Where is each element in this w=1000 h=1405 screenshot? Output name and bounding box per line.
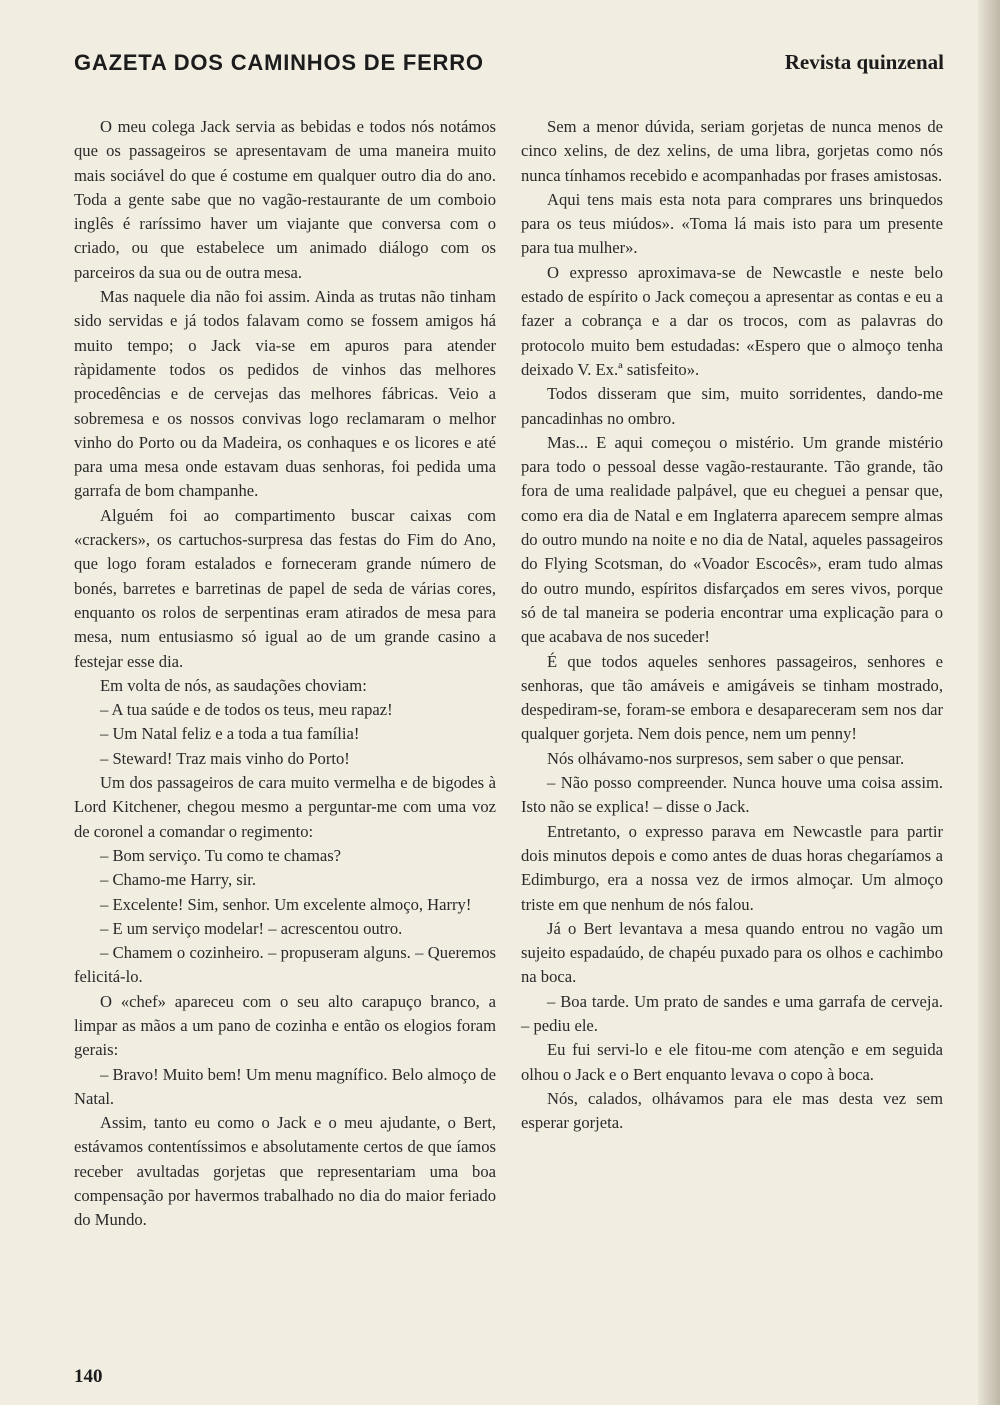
paragraph: Aqui tens mais esta nota para comprares uns brinquedos para os teus miúdos». «Toma lá mais isto para um presente para tua mulher». — [521, 189, 943, 258]
dialogue-line: – E um serviço modelar! – acrescentou outro. — [100, 918, 403, 938]
publication-subtitle: Revista quinzenal — [784, 50, 944, 74]
paragraph: Sem a menor dúvida, seriam gorjetas de nunca menos de cinco xelins, de dez xelins, de uma libra, gorjetas como nós nunca tínhamos recebido e acompanhadas por frases amistosas. — [521, 117, 943, 185]
masthead — [74, 50, 944, 86]
paragraph: É que todos aqueles senhores passageiros, senhores e senhoras, que tão amáveis e amigáveis se tinham mostrado, despediram-se, foram-se embora e desapareceram sem nos dar qualquer gorjeta. Nem dois pence, nem um penny! — [521, 651, 943, 744]
paragraph: Nós, calados, olhávamos para ele mas desta vez sem esperar gorjeta. — [521, 1088, 943, 1133]
paragraph: Já o Bert levantava a mesa quando entrou no vagão um sujeito espadaúdo, de chapéu puxado para os olhos e cachimbo na boca. — [521, 918, 943, 987]
text-column-left — [74, 115, 496, 1233]
dialogue-line: – Bom serviço. Tu como te chamas? — [100, 845, 342, 865]
dialogue-line: – Steward! Traz mais vinho do Porto! — [100, 748, 350, 768]
dialogue-line: – Não posso compreender. Nunca houve uma coisa assim. Isto não se explica! – disse o Jack. — [521, 773, 943, 817]
paragraph: Todos disseram que sim, muito sorridentes, dando-me pancadinhas no ombro. — [521, 384, 943, 428]
paragraph: Entretanto, o expresso parava em Newcastle para partir dois minutos depois e como antes de duas horas chegaríamos a Edimburgo, era a nossa vez de irmos almoçar. Um almoço triste em que nenhum de nós falou. — [521, 821, 943, 914]
dialogue-line: – Bravo! Muito bem! Um menu magnífico. Belo almoço de Natal. — [74, 1064, 496, 1108]
text-column-right — [521, 115, 943, 1135]
paragraph: Mas... E aqui começou o mistério. Um grande mistério para todo o pessoal desse vagão-restaurante. Tão grande, tão fora de uma realidade palpável, que eu cheguei a pensar que, como era dia de Natal e em Inglaterra aparecem sempre almas do outro mundo na noite e no dia de Natal, aqueles passageiros do Flying Scotsman, do «Voador Escocês», eram tudo almas do outro mundo, espíritos disfarçados em seres vivos, porque só de tal maneira se poderia encontrar uma explicação para o que acabava de nos suceder! — [521, 432, 943, 647]
page-number: 140 — [74, 1366, 103, 1387]
dialogue-line: – Chamo-me Harry, sir. — [100, 870, 257, 890]
dialogue-line: – Um Natal feliz e a toda a tua família! — [100, 724, 360, 744]
paragraph: O expresso aproximava-se de Newcastle e neste belo estado de espírito o Jack começou a apresentar as contas e eu a fazer a cobrança e a dar os trocos, com as palavras do protocolo muito bem estudadas: «Espero que o almoço tenha deixado V. Ex.ª satisfeito». — [521, 262, 943, 379]
page-edge — [978, 0, 1000, 1405]
dialogue-line: – Boa tarde. Um prato de sandes e uma garrafa de cerveja. – pediu ele. — [521, 991, 943, 1035]
paragraph: Eu fui servi-lo e ele fitou-me com atenção e em seguida olhou o Jack e o Bert enquanto levava o copo à boca. — [521, 1040, 943, 1084]
dialogue-line: – Excelente! Sim, senhor. Um excelente almoço, Harry! — [100, 894, 472, 914]
paragraph: Um dos passageiros de cara muito vermelha e de bigodes à Lord Kitchener, chegou mesmo a perguntar-me com uma voz de coronel a comandar o regimento: — [74, 773, 496, 841]
paragraph: O meu colega Jack servia as bebidas e todos nós notámos que os passageiros se apresentavam de uma maneira muito mais sociável do que é costume em qualquer outro dia do ano. Toda a gente sabe que no vagão-restaurante de um comboio inglês é raríssimo haver um viajante que conversa com o criado, ou que estabelece um animado diálogo com os parceiros da sua ou de outra mesa. — [74, 117, 496, 282]
paragraph: Mas naquele dia não foi assim. Ainda as trutas não tinham sido servidas e já todos falavam como se fossem amigos há muito tempo; o Jack via-se em apuros para atender ràpidamente todos os pedidos de vinhos das melhores procedências e de cervejas das melhores fábricas. Veio a sobremesa e os nossos convivas logo reclamaram o melhor vinho do Porto ou da Madeira, os conhaques e os licores e até para uma mesa onde estavam duas senhoras, foi pedida uma garrafa de bom champanhe. — [74, 287, 496, 501]
publication-title: GAZETA DOS CAMINHOS DE FERRO — [74, 50, 484, 75]
paragraph: Assim, tanto eu como o Jack e o meu ajudante, o Bert, estávamos contentíssimos e absolutamente certos de que íamos receber avultadas gorjetas que representariam uma boa compensação por havermos trabalhado no dia do maior feriado do Mundo. — [74, 1113, 496, 1230]
paragraph: Em volta de nós, as saudações choviam: — [100, 675, 367, 695]
paragraph: Alguém foi ao compartimento buscar caixas com «crackers», os cartuchos-surpresa das festas do Fim do Ano, que logo foram estalados e forneceram grande número de bonés, barretes e barretinas de papel de seda de várias cores, enquanto os rolos de serpentinas eram atirados de mesa para mesa, num entusiasmo só igual ao de um grande casino a festejar esse dia. — [74, 505, 496, 671]
dialogue-line: – A tua saúde e de todos os teus, meu rapaz! — [100, 700, 393, 720]
paragraph: O «chef» apareceu com o seu alto carapuço branco, a limpar as mãos a um pano de cozinha e então os elogios foram gerais: — [74, 991, 496, 1060]
dialogue-line: – Chamem o cozinheiro. – propuseram alguns. – Queremos felicitá-lo. — [74, 943, 496, 987]
paragraph: Nós olhávamo-nos surpresos, sem saber o que pensar. — [547, 748, 905, 768]
